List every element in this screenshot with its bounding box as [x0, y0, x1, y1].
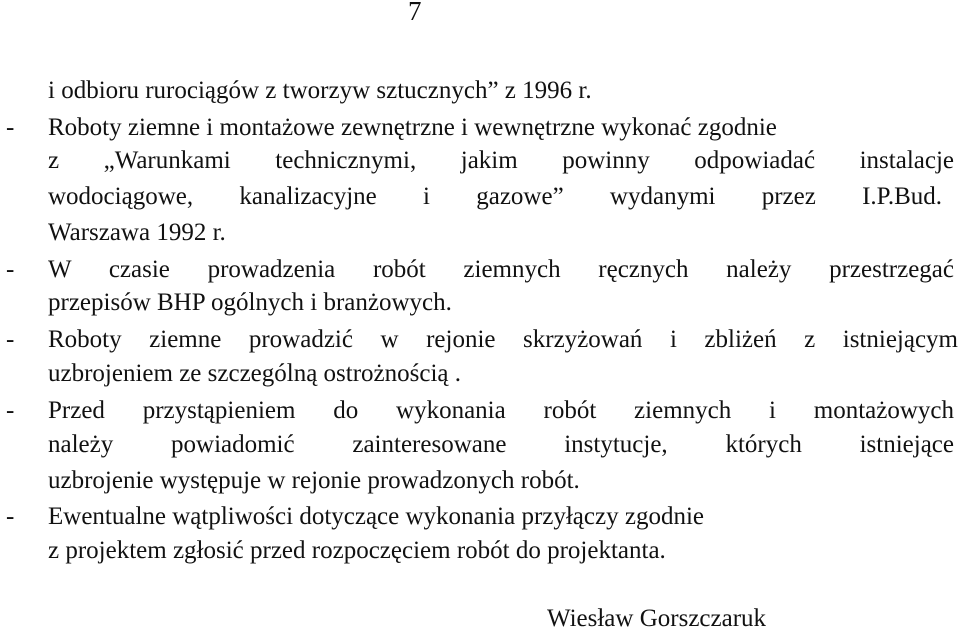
text-line: Roboty ziemne i montażowe zewnętrzne i wewnętrzne wykonać zgodnie [48, 114, 777, 141]
signature: Wiesław Gorszczaruk [547, 605, 767, 632]
text-line: należy powiadomić zainteresowane instytucje, których istniejące [48, 431, 954, 458]
text-line: przepisów BHP ogólnych i branżowych. [48, 289, 452, 316]
text-line: wodociągowe, kanalizacyjne i gazowe” wydanymi przez I.P.Bud. [48, 183, 942, 210]
text-line: uzbrojeniem ze szczególną ostrożnością . [48, 360, 462, 387]
text-line: W czasie prowadzenia robót ziemnych ręcznych należy przestrzegać [48, 256, 954, 283]
text-line: i odbioru rurociągów z tworzyw sztucznych” z 1996 r. [48, 77, 592, 104]
text-line: Warszawa 1992 r. [48, 219, 226, 246]
text-line: uzbrojenie występuje w rejonie prowadzonych robót. [48, 467, 580, 494]
bullet-dash: - [6, 256, 15, 283]
bullet-dash: - [6, 326, 15, 353]
page-number: 7 [408, 0, 422, 26]
bullet-dash: - [6, 114, 15, 141]
bullet-dash: - [6, 397, 15, 424]
text-line: z „Warunkami technicznymi, jakim powinny odpowiadać instalacje [48, 147, 954, 174]
text-line: Ewentualne wątpliwości dotyczące wykonania przyłączy zgodnie [48, 503, 704, 530]
text-line: Roboty ziemne prowadzić w rejonie skrzyżowań i zbliżeń z istniejącym [48, 326, 958, 353]
text-line: Przed przystąpieniem do wykonania robót ziemnych i montażowych [48, 397, 954, 424]
text-line: z projektem zgłosić przed rozpoczęciem robót do projektanta. [48, 537, 666, 564]
bullet-dash: - [6, 503, 15, 530]
